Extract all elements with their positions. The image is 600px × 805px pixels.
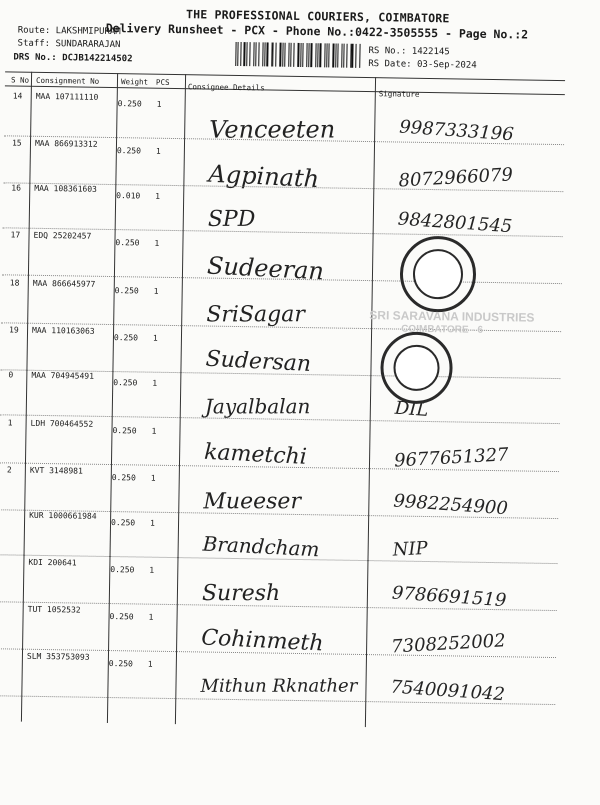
barcode-bar xyxy=(308,43,309,67)
barcode-bar xyxy=(300,43,301,67)
barcode xyxy=(235,42,361,68)
row-consignment-number: MAA 110163063 xyxy=(31,325,95,336)
row-pcs: 1 xyxy=(152,378,158,388)
row-pcs: 1 xyxy=(151,426,157,436)
row-consignment-number: MAA 108361603 xyxy=(34,183,97,194)
barcode-bar xyxy=(293,43,295,67)
consignee-handwritten-name: Agpinath xyxy=(207,159,320,194)
row-pcs: 1 xyxy=(150,473,156,483)
handwritten-signature: 7308252002 xyxy=(390,630,507,658)
barcode-bar xyxy=(311,43,313,67)
row-consignment-number: SLM 353753093 xyxy=(26,651,90,662)
col-header-signature: Signature xyxy=(378,89,420,99)
consignee-handwritten-name: Mueeser xyxy=(203,489,301,515)
handwritten-signature: 7540091042 xyxy=(389,676,506,706)
row-weight: 0.250 xyxy=(115,238,140,248)
col-header-consignee: Consignee Details xyxy=(187,82,265,93)
handwritten-signature: 9786691519 xyxy=(391,582,508,612)
handwritten-signature: DIL xyxy=(394,397,430,421)
stamp-watermark: SRI SARAVANA INDUSTRIES xyxy=(369,308,535,325)
company-title: THE PROFESSIONAL COURIERS, COIMBATORE xyxy=(185,7,450,26)
route-label: Route: LAKSHMIPURAM xyxy=(17,25,121,38)
barcode-bar xyxy=(240,42,241,66)
barcode-bar xyxy=(258,42,260,66)
handwritten-signature: 9987333196 xyxy=(398,116,515,146)
barcode-bar xyxy=(272,43,273,67)
row-serial-number: 0 xyxy=(8,370,14,380)
row-consignment-number: MAA 704945491 xyxy=(31,370,95,381)
consignee-handwritten-name: Sudeeran xyxy=(206,251,325,286)
drs-number: DRS No.: DCJB142214502 xyxy=(13,52,133,65)
row-serial-number: 19 xyxy=(8,325,19,335)
consignee-handwritten-name: kametchi xyxy=(203,439,308,470)
row-pcs: 1 xyxy=(147,659,153,669)
col-divider xyxy=(21,72,32,722)
row-consignment-number: MAA 107111110 xyxy=(35,91,99,102)
row-consignment-number: KVT 3148981 xyxy=(29,465,83,476)
barcode-bar xyxy=(346,44,347,68)
row-pcs: 1 xyxy=(153,286,159,296)
row-serial-number: 1 xyxy=(7,418,13,428)
row-weight: 0.250 xyxy=(114,286,139,296)
row-pcs: 1 xyxy=(155,146,161,156)
barcode-bar xyxy=(329,43,330,67)
col-header-sno: S No xyxy=(10,75,30,85)
handwritten-signature: 9982254900 xyxy=(392,490,509,520)
row-serial-number: 16 xyxy=(11,183,22,193)
row-weight: 0.250 xyxy=(113,333,139,343)
staff-label: Staff: SUNDARARAJAN xyxy=(17,38,121,51)
barcode-bar xyxy=(267,42,269,66)
barcode-bar xyxy=(302,43,303,67)
consignee-handwritten-name: Brandcham xyxy=(202,531,321,562)
row-weight: 0.250 xyxy=(112,426,137,436)
row-consignment-number: KUR 1000661984 xyxy=(29,510,97,521)
handwritten-signature: NIP xyxy=(392,537,429,561)
row-serial-number: 15 xyxy=(11,138,22,148)
col-divider xyxy=(365,77,376,727)
rs-date: RS Date: 03-Sep-2024 xyxy=(368,59,477,71)
row-weight: 0.250 xyxy=(109,612,134,622)
consignee-handwritten-name: Mithun Rknather xyxy=(200,675,358,697)
col-header-consignment: Consignment No xyxy=(35,75,100,86)
consignee-handwritten-name: Venceeten xyxy=(209,115,336,144)
consignee-handwritten-name: SPD xyxy=(207,206,256,232)
row-consignment-number: KDI 200641 xyxy=(28,557,77,568)
row-weight: 0.250 xyxy=(116,146,142,156)
row-serial-number: 2 xyxy=(6,465,12,475)
col-header-weight: Weight xyxy=(120,77,149,87)
consignee-handwritten-name: Jayalbalan xyxy=(204,394,311,419)
barcode-bar xyxy=(343,44,345,68)
col-header-pcs: PCS xyxy=(155,77,170,87)
row-weight: 0.010 xyxy=(116,191,141,201)
row-consignment-number: LDH 700464552 xyxy=(30,418,94,429)
barcode-bar xyxy=(255,42,256,66)
row-weight: 0.250 xyxy=(117,99,142,109)
row-pcs: 1 xyxy=(149,565,155,575)
col-divider xyxy=(107,73,118,723)
consignee-handwritten-name: Sudersan xyxy=(205,346,312,377)
barcode-bar xyxy=(264,42,265,66)
handwritten-signature: 9677651327 xyxy=(393,444,510,472)
row-serial-number: 18 xyxy=(9,278,20,288)
consignee-handwritten-name: SriSagar xyxy=(206,302,305,328)
consignee-handwritten-name: Cohinmeth xyxy=(200,625,325,657)
barcode-bar xyxy=(249,42,251,66)
row-consignment-number: MAA 866645977 xyxy=(32,278,96,289)
row-consignment-number: TUT 1052532 xyxy=(27,604,81,615)
company-seal-stamp xyxy=(380,331,453,404)
row-weight: 0.250 xyxy=(108,659,133,669)
barcode-bar xyxy=(246,42,247,66)
barcode-bar xyxy=(359,44,361,68)
barcode-bar xyxy=(317,43,318,67)
row-serial-number: 17 xyxy=(10,230,21,240)
row-pcs: 1 xyxy=(155,191,161,201)
barcode-bar xyxy=(355,44,356,68)
row-consignment-number: EDQ 25202457 xyxy=(33,230,92,241)
barcode-bar xyxy=(290,43,291,67)
runsheet-subtitle: Delivery Runsheet - PCX - Phone No.:0422-3505555 - Page No.:2 xyxy=(105,20,529,42)
row-weight: 0.250 xyxy=(113,378,138,388)
barcode-bar xyxy=(237,42,238,66)
rs-number: RS No.: 1422145 xyxy=(368,46,450,58)
barcode-bar xyxy=(275,43,277,67)
barcode-bar xyxy=(335,44,336,68)
company-seal-stamp xyxy=(399,236,476,313)
handwritten-signature: 9842801545 xyxy=(397,208,513,238)
row-pcs: 1 xyxy=(156,99,162,109)
barcode-bar xyxy=(337,44,339,68)
row-pcs: 1 xyxy=(149,518,155,528)
barcode-bar xyxy=(285,43,287,67)
col-divider xyxy=(175,74,186,724)
row-weight: 0.250 xyxy=(111,473,136,483)
row-consignment-number: MAA 866913312 xyxy=(34,138,98,149)
barcode-bar xyxy=(352,44,354,68)
barcode-bar xyxy=(320,43,322,67)
row-serial-number: 14 xyxy=(12,91,23,101)
row-weight: 0.250 xyxy=(110,565,135,575)
barcode-bar xyxy=(326,43,327,67)
consignee-handwritten-name: Suresh xyxy=(201,581,281,607)
handwritten-signature: 8072966079 xyxy=(398,164,514,192)
row-pcs: 1 xyxy=(148,612,154,622)
row-weight: 0.250 xyxy=(110,518,136,528)
row-pcs: 1 xyxy=(152,333,158,343)
barcode-bar xyxy=(282,43,283,67)
stamp-watermark: COIMBATORE - 6 xyxy=(401,323,484,336)
row-pcs: 1 xyxy=(154,238,160,248)
